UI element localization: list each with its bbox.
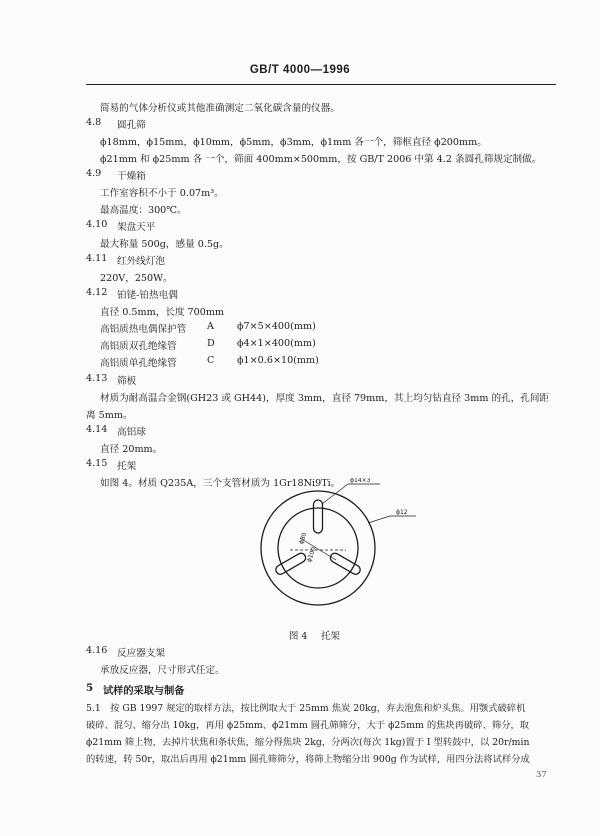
section-4-13-line2: 离 5mm。 bbox=[86, 410, 133, 421]
section-4-14-number: 4.14 bbox=[86, 424, 108, 435]
section-5-1-line4: 的转速，转 50r，取出后再用 ϕ21mm 圆孔筛筛分，将筛上物缩分出 900g 作为试样，用四分法将试样分成 bbox=[86, 754, 530, 765]
section-4-14-line1: 直径 20mm。 bbox=[100, 444, 163, 455]
section-4-11-title: 红外线灯泡 bbox=[117, 256, 165, 267]
table-row-name: 高铝质双孔绝缘管 bbox=[100, 341, 177, 352]
table-row-size: ϕ7×5×400(mm) bbox=[237, 321, 316, 332]
section-4-16-title: 反应器支架 bbox=[117, 648, 165, 659]
section-4-13-line1: 材质为耐高温合金钢(GH23 或 GH44)，厚度 3mm，直径 79mm，其上均匀钻直径 3mm 的孔，孔间距 bbox=[100, 393, 550, 404]
section-4-11-line1: 220V，250W。 bbox=[100, 273, 173, 284]
table-row-size: ϕ1×0.6×10(mm) bbox=[237, 355, 319, 366]
section-5-title: 试样的采取与制备 bbox=[103, 685, 185, 697]
section-4-12-line1: 直径 0.5mm，长度 700mm bbox=[100, 307, 225, 318]
section-4-15-title: 托架 bbox=[117, 461, 137, 472]
section-4-12-title: 铂铑-铂热电偶 bbox=[117, 290, 178, 301]
table-row-code: D bbox=[207, 338, 215, 349]
section-4-10-line1: 最大称量 500g，感量 0.5g。 bbox=[100, 239, 229, 250]
section-4-16-number: 4.16 bbox=[86, 645, 108, 656]
section-4-9-number: 4.9 bbox=[86, 168, 102, 179]
leader-line bbox=[368, 516, 390, 523]
figure-caption-number: 图 4 bbox=[289, 631, 308, 642]
section-4-11-number: 4.11 bbox=[86, 253, 108, 264]
section-4-8-title: 圆孔筛 bbox=[117, 120, 146, 131]
section-4-8-line2: ϕ21mm 和 ϕ25mm 各 一个，筛面 400mm×500mm，按 GB/T 2006 中第 4.2 条圆孔筛规定制做。 bbox=[100, 154, 542, 165]
section-4-13-number: 4.13 bbox=[86, 373, 108, 384]
support-bracket-figure bbox=[240, 478, 450, 610]
section-4-9-line2: 最高温度：300℃。 bbox=[100, 205, 187, 216]
section-4-16-line1: 承放反应器，尺寸形式任定。 bbox=[100, 665, 225, 676]
section-4-8-number: 4.8 bbox=[86, 117, 102, 128]
table-row-code: A bbox=[207, 321, 214, 332]
table-row-name: 高铝质单孔绝缘管 bbox=[100, 358, 177, 369]
section-5-1-line2: 破碎、混匀、缩分出 10kg，再用 ϕ25mm、ϕ21mm 圆孔筛筛分，大于 ϕ25mm 的焦块再破碎、筛分，取 bbox=[86, 720, 530, 731]
page-number: 37 bbox=[536, 770, 547, 780]
leader-line bbox=[322, 484, 348, 504]
section-4-14-title: 高铝球 bbox=[117, 427, 146, 438]
dim-tube-label: ϕ14×3 bbox=[350, 478, 371, 484]
section-4-15-line1: 如图 4。材质 Q235A，三个支管材质为 1Gr18Ni9Ti。 bbox=[100, 478, 341, 489]
dim-rod-label: ϕ12 bbox=[396, 509, 408, 516]
section-4-8-line1: ϕ18mm，ϕ15mm，ϕ10mm，ϕ5mm，ϕ3mm，ϕ1mm 各一个，筛框直径 ϕ200mm。 bbox=[100, 137, 487, 148]
section-4-10-number: 4.10 bbox=[86, 219, 108, 230]
section-4-13-title: 筛板 bbox=[117, 376, 137, 387]
inner-ring bbox=[278, 508, 358, 588]
section-4-9-line1: 工作室容积不小于 0.07m³。 bbox=[100, 188, 224, 199]
support-tube bbox=[314, 500, 323, 533]
dim-inner-label: ϕ80 bbox=[297, 531, 309, 546]
figure-caption-title: 托架 bbox=[321, 631, 340, 642]
standard-header: GB/T 4000—1996 bbox=[249, 64, 351, 76]
section-4-9-title: 干燥箱 bbox=[117, 171, 146, 182]
section-5-1-line3: ϕ21mm 筛上物，去掉片状焦和条状焦，缩分得焦块 2kg，分两次(每次 1kg)置于 I 型转鼓中，以 20r/min bbox=[86, 737, 530, 748]
table-row-size: ϕ4×1×400(mm) bbox=[237, 338, 316, 349]
dim-outer-label: ϕ100 bbox=[305, 546, 318, 564]
gas-analyzer-line: 简易的气体分析仪或其他准确测定二氧化碳含量的仪器。 bbox=[100, 103, 340, 114]
section-4-10-title: 架盘天平 bbox=[117, 222, 156, 233]
section-5-1-line1: 5.1 按 GB 1997 规定的取样方法，按比例取大于 25mm 焦炭 20kg，弃去泡焦和炉头焦。用颚式破碎机 bbox=[86, 703, 526, 714]
section-4-15-number: 4.15 bbox=[86, 458, 108, 469]
section-4-12-number: 4.12 bbox=[86, 287, 108, 298]
section-5-number: 5 bbox=[86, 682, 94, 694]
header-rule bbox=[86, 84, 556, 85]
table-row-name: 高铝质热电偶保护管 bbox=[100, 324, 187, 335]
table-row-code: C bbox=[207, 355, 215, 366]
